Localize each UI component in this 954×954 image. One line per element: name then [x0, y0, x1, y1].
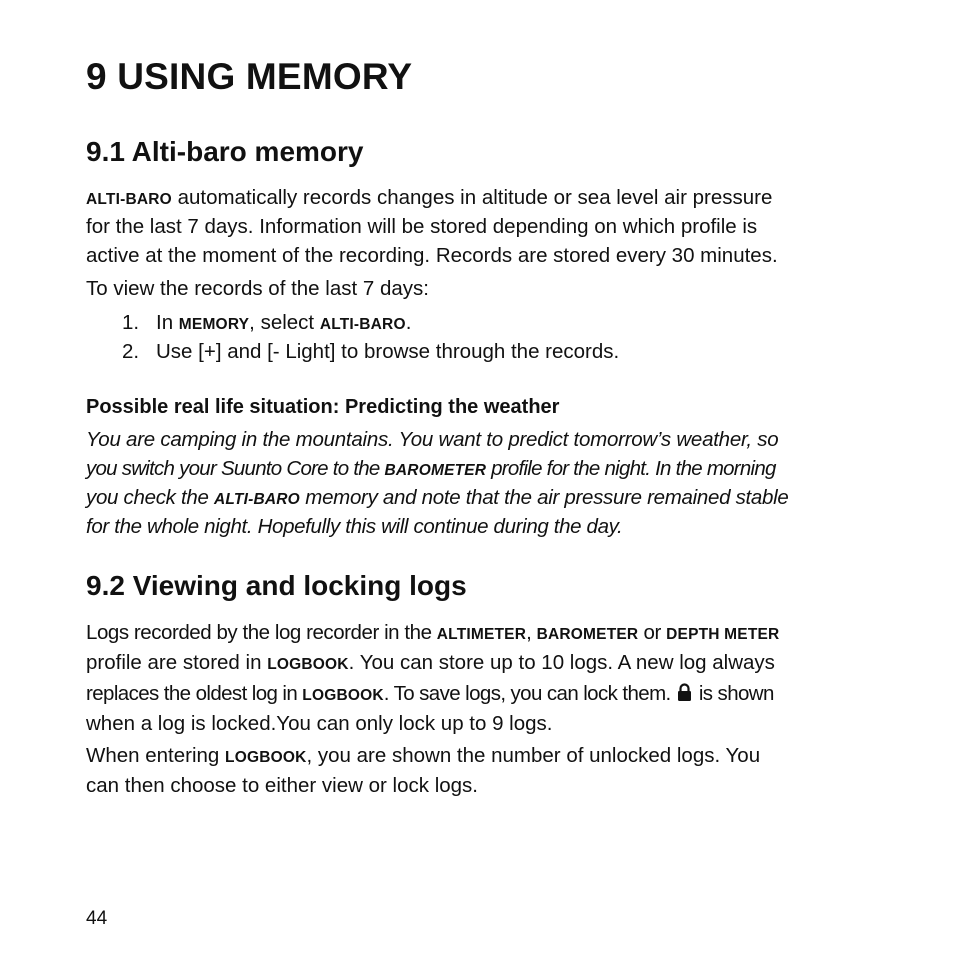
keyword-depth-meter: DEPTH METER: [666, 626, 780, 643]
step-number-1: 1.: [122, 311, 140, 334]
example-text: memory and note that the air pressure remained stable: [299, 486, 789, 509]
logs-text: or: [638, 621, 667, 644]
lock-icon: [677, 683, 692, 702]
logbook-line-1: [86, 744, 760, 768]
example-text: profile for the night. In the morning: [486, 457, 776, 480]
step-2: Use [+] and [- Light] to browse through the records.: [156, 340, 620, 363]
keyword-barometer: BAROMETER: [536, 626, 639, 643]
step-1-text-a: In: [156, 311, 179, 334]
step-1-text-c: .: [405, 311, 412, 334]
logs-text: profile are stored in: [86, 651, 268, 674]
example-text: you check the: [86, 486, 214, 509]
keyword-altimeter: ALTIMETER: [436, 626, 527, 643]
intro-line-3: active at the moment of the recording. Records are stored every 30 minutes.: [86, 244, 778, 267]
logbook-text: When entering: [86, 744, 226, 767]
keyword-alti-baro: ALTI-BARO: [86, 191, 172, 208]
step-1-text-b: , select: [249, 311, 320, 334]
keyword-logbook: LOGBOOK: [225, 749, 307, 766]
logs-text: . To save logs, you can lock them.: [383, 682, 676, 705]
logs-line-2: [86, 651, 775, 675]
example-line-2: [86, 457, 776, 481]
step-number-2: 2.: [122, 340, 140, 363]
example-line-4: for the whole night. Hopefully this will continue during the day.: [86, 515, 623, 538]
logs-text: ,: [526, 621, 537, 644]
keyword-memory: MEMORY: [178, 316, 250, 333]
section-heading-viewing-locking-logs: 9.2 Viewing and locking logs: [86, 570, 467, 601]
example-text: you switch your Suunto Core to the: [86, 457, 385, 480]
logbook-text: , you are shown the number of unlocked logs. You: [306, 744, 761, 767]
keyword-logbook: LOGBOOK: [267, 656, 349, 673]
logs-text: is shown: [693, 682, 774, 705]
step-1: [156, 311, 411, 335]
chapter-title: 9 USING MEMORY: [86, 56, 413, 97]
logbook-line-2: can then choose to either view or lock logs.: [86, 774, 478, 797]
logs-text: . You can store up to 10 logs. A new log always: [348, 651, 775, 674]
intro-line-2: for the last 7 days. Information will be stored depending on which profile is: [86, 215, 758, 238]
section-heading-alti-baro-memory: 9.1 Alti-baro memory: [86, 136, 364, 167]
example-heading: Possible real life situation: Predicting the weather: [86, 396, 560, 418]
example-line-1: You are camping in the mountains. You want to predict tomorrow’s weather, so: [86, 428, 779, 451]
keyword-alti-baro: ALTI-BARO: [319, 316, 406, 333]
intro-text: automatically records changes in altitude or sea level air pressure: [171, 186, 773, 209]
intro-line-1: [86, 186, 772, 210]
logs-line-4: when a log is locked.You can only lock up to 9 logs.: [86, 712, 553, 735]
keyword-barometer: BAROMETER: [384, 462, 487, 479]
logs-text: replaces the oldest log in: [86, 682, 303, 705]
example-line-3: [86, 486, 788, 510]
page-number: 44: [86, 908, 108, 929]
logs-line-1: [86, 621, 779, 645]
view-records-lead: To view the records of the last 7 days:: [86, 277, 429, 300]
keyword-logbook: LOGBOOK: [302, 687, 384, 704]
logs-text: Logs recorded by the log recorder in the: [86, 621, 437, 644]
keyword-alti-baro: ALTI-BARO: [214, 491, 300, 508]
logs-line-3: [86, 682, 774, 706]
